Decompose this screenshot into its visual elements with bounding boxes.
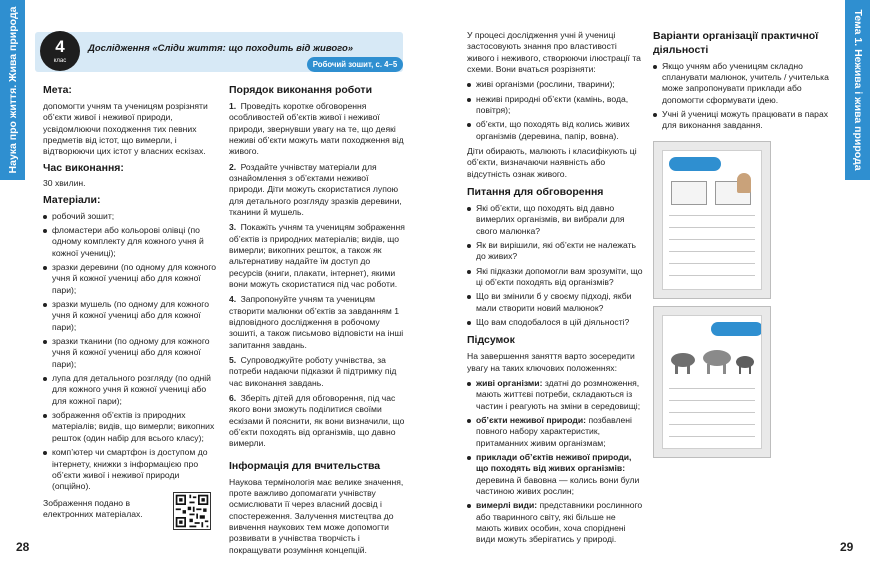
procedure-step: 1. Проведіть коротке обговорення особливостей об’єктів живої і неживої природи, звернувши увагу на те, що деякі неживі об’єкти можуть мати походження від живого. [229,100,404,157]
worksheet-page [662,315,762,449]
teacher-info-heading: Інформація для вчительства [229,459,381,472]
variants-heading: Варіанти організації практичної діяльності [653,30,819,56]
question-item: Що вам сподобалося в цій діяльності? [467,317,643,328]
worksheet-thumbnail [653,141,771,299]
variant-item: Якщо учням або ученицям складно спланувати малюнок, учитель / учителька може запропонувати приклади або допомогти сформувати ідею. [653,61,829,106]
distinguish-item: живі організми (рослини, тварини); [467,79,643,90]
worksheet-page [662,150,762,290]
right-middle-column [467,30,643,550]
page-number-left: 28 [16,540,30,554]
lesson-class-label: клас [53,58,67,64]
goal-heading: Мета: [43,84,72,96]
duration-heading: Час виконання: [43,161,124,174]
procedure-step: 2. Роздайте учнівству матеріали для ознайомлення з об’єктами неживої природи. Діти можуть скористатися лупою для детального розгляду зразків деревини, тканини й мушель. [229,161,402,217]
distinguish-item: неживі природні об’єкти (камінь, вода, повітря); [467,94,643,117]
procedure-column [229,80,406,560]
side-tab-right [845,0,870,180]
worksheet-header-pill [669,157,721,171]
side-tab-right-text: Тема 1. Нежива і жива природа [851,9,864,171]
questions-heading: Питання для обговорення [467,186,604,199]
question-item: Які об’єкти, що походять від давно вимерлих організмів, ви вибрали для свого малюнка? [467,203,643,237]
goal-text: допомогти учням та ученицям розрізняти об’єкти живої і неживої природи, усвідомлюючи походження тих певних предметів від істот, що вимерли, і відтворюючи цих істот у власних ескізах. [43,100,208,157]
materials-item: зразки тканини (по одному для кожного учня й кожної учениці або для кожної пари); [43,336,220,370]
summary-intro: На завершення заняття варто зосередити увагу на таких ключових положеннях: [467,351,635,373]
summary-heading: Підсумок [467,334,515,347]
variant-item: Учні й учениці можуть працювати в парах для виконання завдання. [653,109,829,132]
child-figure-icon [737,173,751,193]
procedure-step: 5. Супроводжуйте роботу учнівства, за потреби надаючи підказки й підтримку під час виконання завдань. [229,355,397,388]
worksheet-header-pill [711,322,762,336]
summary-list [467,378,643,546]
summary-item: вимерлі види: представники рослинного або тваринного світу, які більше не мають живих особин, хоча споріднені види можуть зберігатись у природі. [467,500,643,545]
extinct-animals-icon [669,338,757,378]
procedure-step: 4. Запропонуйте учням та ученицям створити малюнки об’єктів за завданням 1 відповідного дослідження в робочому зошиті, а також письмово відповісти на інші запитання завдань. [229,294,404,350]
qr-code-icon[interactable] [173,492,211,530]
lesson-title: Дослідження «Сліди життя: що походить від живого» [88,43,354,54]
qr-code-graphic [174,493,210,529]
summary-item: живі організми: здатні до розмноження, мають життєві потреби, складаються із частин і реагують на зміни в середовищі; [467,378,643,412]
teacher-info-text: Наукова термінологія має велике значення, проте важливо допомагати учнівству осмислювати її через власний досвід і спостереження. Залучення мистецтва до вивчення наукових тем може допомогти розвивати в учнівства творчість і покращувати розуміння концепцій. [229,476,404,555]
distinguish-item: об’єкти, що походять від колись живих організмів (деревина, папір, вовна). [467,119,643,142]
materials-item: робочий зошит; [43,211,220,222]
materials-item: комп’ютер чи смартфон із доступом до інтернету, книжки з інформацією про об’єкти живої і неживої природи (опційно). [43,447,220,492]
question-item: Що ви змінили б у своєму підході, якби мали створити новий малюнок? [467,291,643,314]
summary-item: приклади об’єктів неживої природи, що походять від живих організмів: деревина й бавовна — колись вони були частиною живих рослин; [467,452,643,497]
materials-item: лупа для детального розгляду (по одній для кожного учня й кожної учениці або для кожної пари); [43,373,220,407]
materials-list [43,211,220,493]
question-item: Як ви вирішили, які об’єкти не належать до живих? [467,240,643,263]
workbook-reference: Робочий зошит, с. 4–5 [307,57,403,72]
worksheet-drawing-box [671,181,707,205]
materials-item: зображення об’єктів із природних матеріалів; видів, що вимерли; викопних решток (один набір для всього класу); [43,410,220,444]
side-tab-left-text: Наука про життя. Жива природа [6,6,19,174]
distinguish-outro: Діти обирають, малюють і класифікують ці об’єкти, визначаючи наявність або відсутність ознак живого. [467,146,637,179]
distinguish-list [467,79,643,142]
images-note [43,498,168,525]
procedure-steps [229,101,406,450]
materials-item: фломастери або кольорові олівці (по одному комплекту для кожного учня й кожної учениці); [43,225,220,259]
question-item: Які підказки допомогли вам зрозуміти, що ці об’єкти походять від організмів? [467,266,643,289]
page-number-right: 29 [840,540,854,554]
side-tab-left [0,0,25,180]
variants-column [653,30,829,136]
questions-list [467,203,643,328]
materials-heading: Матеріали: [43,193,101,206]
materials-item: зразки деревини (по одному для кожного учня й кожної учениці або для кожної пари); [43,262,220,296]
intro-text: У процесі дослідження учні й учениці застосовують знання про властивості живого і неживого, створюючи ілюстрації та схеми. Вони вчаться розрізняти: [467,30,641,75]
materials-item: зразки мушель (по одному для кожного учня й кожної учениці або для кожної пари); [43,299,220,333]
duration-text: 30 хвилин. [43,178,86,189]
lesson-number: 4 [55,37,65,56]
procedure-step: 6. Зберіть дітей для обговорення, під час якого вони зможуть поділитися своїми ескізами й пояснити, як вони визначили, що об’єкти походять від організмів, що давно вимерли. [229,393,405,449]
left-column [43,80,220,497]
procedure-heading: Порядок виконання роботи [229,84,373,96]
variants-list [653,61,829,132]
images-note-text: Зображення подано в електронних матеріалах. [43,498,143,520]
lesson-number-badge [40,31,80,71]
worksheet-thumbnail [653,306,771,458]
summary-item: об’єкти неживої природи: позбавлені повного набору характеристик, притаманних живим організмам; [467,415,643,449]
procedure-step: 3. Покажіть учням та ученицям зображення об’єктів із природних матеріалів; видів, що вимерли; викопних решток, а також як альтернативу надайте їм доступ до ресурсів (книги, плакати, інтернет), якими вони можуть скористатися під час роботи. [229,222,405,290]
